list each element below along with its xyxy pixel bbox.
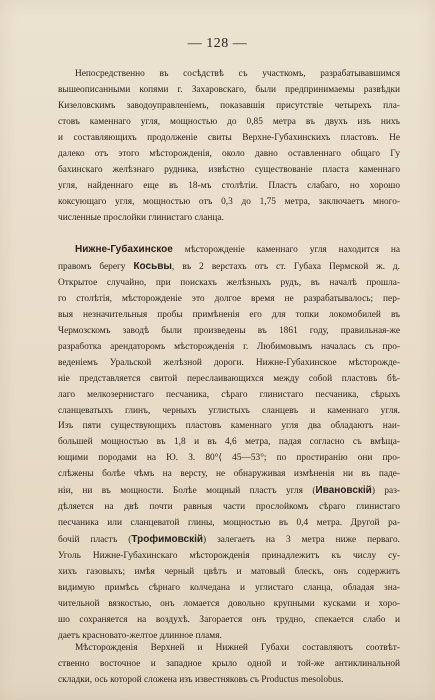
text-line: большей мощностью въ 1,8 и въ 4,6 метра, падая согласно съ вмѣща- — [58, 437, 400, 448]
text-line: вышеописанными копями г. Захаровскаго, были предпринимаемы развѣдки — [58, 84, 400, 95]
text-line: го столѣтiя, мѣсторожденiе это долгое время не разрабатывалось; пер- — [58, 293, 400, 304]
paragraph-1 — [58, 67, 400, 227]
text-line: Кизеловскимъ заводоуправленiемъ, показавшiя присутствiе четырехъ пла- — [58, 100, 400, 111]
text-line: и составляющихъ продолженiе свиты Верхне-Губахинскихъ пластовъ. Не — [58, 132, 400, 143]
text-line: шо сохраняется на воздухѣ. Загорается онъ трудно, спекается слабо и — [58, 614, 400, 625]
text-line: хихъ газовыхъ; имѣя черный цвѣтъ и матовый блескъ, онъ содержитъ — [58, 567, 400, 578]
text-line: Мѣсторожденiя Верхней и Нижней Губахи составляютъ соотвѣт- — [75, 643, 400, 653]
text-line: Изъ пяти существующихъ пластовъ каменнаго угля два обладаютъ наи- — [58, 421, 400, 432]
text-line: бочiй пластъ (Трофимовскiй) залегаетъ на 3 метра ниже перваго. — [58, 534, 400, 546]
text-line: ственно восточное и западное крыло одной и той-же антиклинальной — [58, 658, 400, 669]
bold-term: Нижне-Губахинское — [75, 244, 173, 255]
text-line: Чермозскомъ заводѣ были произведены въ 1861 году, правильная-же — [58, 325, 400, 336]
bold-term: Косьвы — [133, 260, 172, 272]
text-line: разработка арендаторомъ мѣсторожденiя г. Любимовымъ началась съ про- — [58, 341, 400, 352]
text-line: нiи, ни въ мощности. Болѣе мощный пластъ угля (Ивановскiй) раз- — [58, 485, 400, 497]
paragraph-2 — [58, 242, 400, 645]
text-line: Нижне-Губахинское мѣсторожденiе каменнаго угля находится на — [75, 244, 400, 255]
text-line: выя незначительныя пробы примѣненiя его для топки локомобилей въ — [58, 309, 400, 320]
text-line: сланцеватыхъ глинъ, черныхъ углистыхъ сланцевъ и каменнаго угля. — [58, 405, 400, 416]
text-line: коксующаго угля, мощностью отъ 0,3 до 1,75 метра, заключаетъ много- — [58, 196, 400, 207]
text-line: лаго мелкозернистаго песчаника, сѣраго глинистаго песчаника, сѣрыхъ — [58, 389, 400, 400]
text-line: правомъ берегу Косьвы, въ 2 верстахъ отъ ст. Губаха Пермской ж. д. — [58, 260, 400, 272]
text-line: Открытое случайно, при поискахъ желѣзныхъ рудъ, въ началѣ прошла- — [58, 277, 400, 288]
text-line: дѣляется на двѣ почти равныя части прослойкомъ сѣраго глинистаго — [58, 502, 400, 513]
text-line: видимую примѣсь сѣрнаго колчедана и углистаго сланца, обладая зна- — [58, 583, 400, 594]
text-line: даетъ красновато-желтое длинное пламя. — [58, 630, 222, 641]
text-line: чительной вязкостью, онъ ломается довольно крупными кусками и хоро- — [58, 598, 400, 609]
bold-term: Трофимовскiй — [131, 534, 204, 546]
text-line: песчаника или сланцеватой глины, мощностью въ 0,4 метра. Другой ра- — [58, 518, 400, 529]
text-line: численные прослойки глинистаго сланца. — [58, 212, 224, 223]
text-line: угля, найденнаго еще въ 18-мъ столѣтiи. Пластъ слабаго, но хорошо — [58, 180, 400, 191]
page-number: — 128 — — [187, 36, 248, 51]
paragraph-3 — [58, 641, 400, 689]
text-line: складки, ось которой сложена изъ известняковъ съ Productus mesolobus. — [58, 674, 344, 685]
text-line: далеко отъ этого мѣсторожденiя, около давно оставленнаго общаго Гу — [58, 148, 400, 159]
text-line: ющими породами на Ю. З. 80°⟨ 45—53°; по простиранiю они про- — [58, 453, 400, 464]
text-line: Непосредственно въ сосѣдствѣ съ участкомъ, разрабатывавшимся — [75, 69, 400, 79]
bold-term: Ивановскiй — [315, 485, 372, 497]
text-line: нiе представляется свитой переслаивающихся между собой пластовъ бѣ- — [58, 373, 400, 384]
text-line: стовъ каменнаго угля, мощностью до 0,85 метра въ двухъ изъ нихъ — [58, 116, 400, 127]
text-line: Уголь Нижне-Губахинскаго мѣсторожденiя принадлежитъ къ числу су- — [58, 551, 400, 562]
text-line: бахинскаго желѣзнаго рудника, извѣстно существованiе пласта каменнаго — [58, 164, 400, 175]
text-line: слѣжены болѣе чѣмъ на версту, не обнаруживая измѣненiя ни въ паде- — [58, 469, 400, 480]
text-line: веденiемъ Уральской желѣзной дороги. Нижне-Губахинское мѣсторожде- — [58, 357, 400, 368]
